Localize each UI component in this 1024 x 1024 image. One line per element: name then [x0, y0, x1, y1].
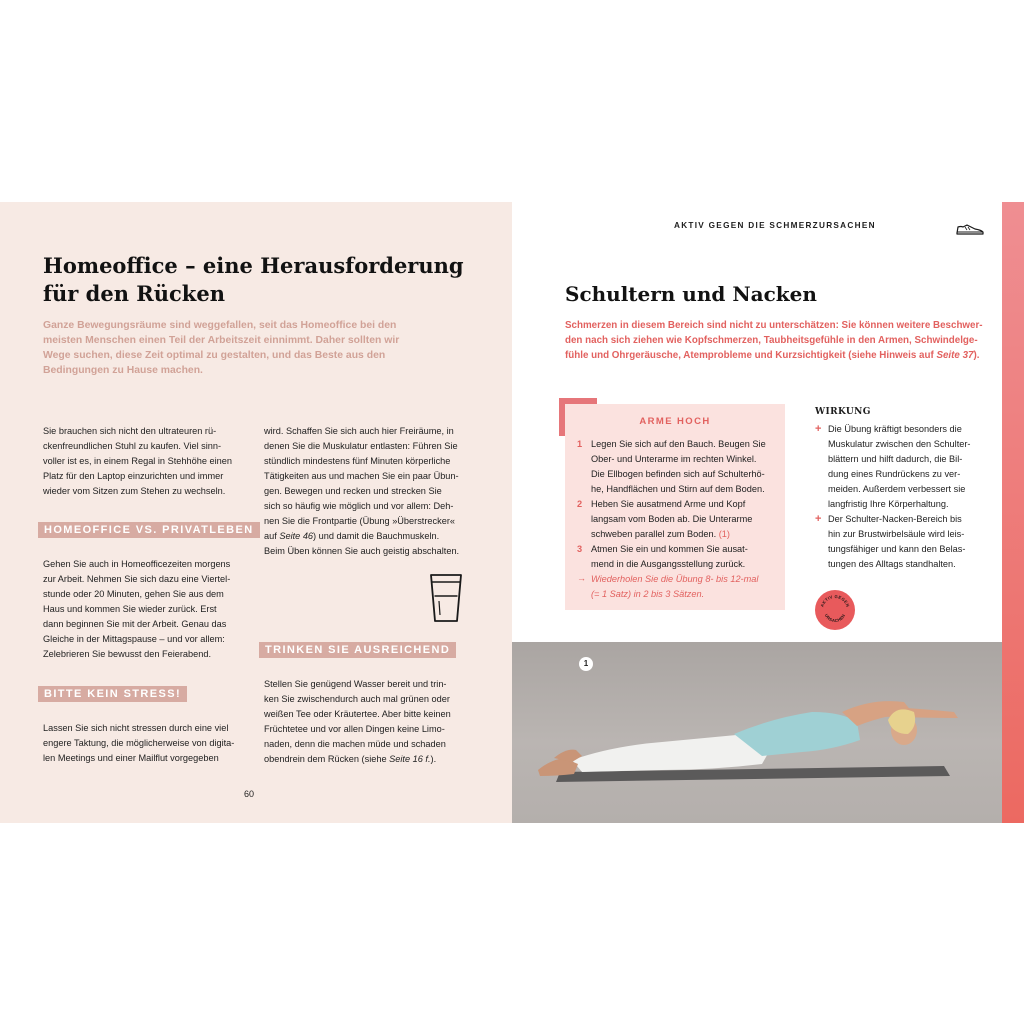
plus-icon: +: [815, 513, 822, 525]
wirkung-heading: WIRKUNG: [815, 407, 871, 417]
step-text: Legen Sie sich auf den Bauch. Beugen Sie Ober- und Unterarme im rechten Winkel. Die Ellbogen befinden sich auf Schulterhö- he, Handflächen und Stirn auf dem Boden.: [591, 439, 766, 494]
sneaker-icon: [955, 221, 985, 237]
exercise-title: ARME HOCH: [639, 416, 711, 427]
running-header: AKTIV GEGEN DIE SCHMERZURSACHEN: [674, 221, 876, 230]
wirkung-item: Die Übung kräftigt besonders die Muskulatur zwischen den Schulter- blättern und hilft dadurch, die Bil- dung eines Rundrückens zu ver- meiden. Außerdem verbessert sie langfristig Ihre Körperhaltung.: [828, 424, 971, 509]
intro-line: Wege suchen, diese Zeit optimal zu gestalten, und das Beste aus den: [43, 350, 386, 361]
step-number: 2: [577, 499, 583, 509]
col2-paragraph-2: Stellen Sie genügend Wasser bereit und trin- ken Sie zwischendurch auch mal grünen oder weißen Tee oder Kräutertee. Aber bitte keinen Früchtetee und vor allen Dingen keine Limo- naden, denn die machen müde und schaden obendrein dem Rücken (siehe Seite 16 f.).: [264, 679, 451, 764]
wirkung-item: Der Schulter-Nacken-Bereich bis hin zur Brustwirbelsäule wird leis- tungsfähiger und kann den Belas- tungen des Alltags standhalten.: [828, 514, 966, 569]
aktiv-gegen-ursachen-badge: [815, 590, 855, 630]
step-number: 3: [577, 544, 583, 554]
badge-text-top: AKTIV GEGEN: [819, 593, 851, 608]
col1-paragraph-3: Lassen Sie sich nicht stressen durch eine viel engere Taktung, die möglicherweise von digita- len Meetings und einer Mailflut vorgegeben: [43, 723, 235, 763]
repeat-instruction: Wiederholen Sie die Übung 8- bis 12-mal (= 1 Satz) in 2 bis 3 Sätzen.: [591, 574, 759, 599]
page-reference[interactable]: Seite 16 f.: [389, 754, 431, 764]
section-label-stress: BITTE KEIN STRESS!: [38, 686, 187, 702]
left-intro: [43, 318, 443, 378]
arrow-right-icon: →: [577, 573, 586, 583]
left-title-line2: für den Rücken: [43, 281, 225, 306]
intro-line: Bedingungen zu Hause machen.: [43, 365, 203, 376]
badge-text-bottom: URSACHEN: [823, 613, 847, 624]
page-reference[interactable]: Seite 37: [936, 350, 974, 361]
right-intro: Schmerzen in diesem Bereich sind nicht zu unterschätzen: Sie können weitere Beschwer- den nach sich ziehen wie Kopfschmerzen, Taubheitsgefühle in den Armen, Schwindelge- fühle und Ohrgeräusche, Atemprobleme und Kurzsichtigkeit (siehe Hinweis auf Seite 37).: [565, 320, 983, 361]
photo-step-marker: 1: [579, 657, 593, 671]
step-text: Heben Sie ausatmend Arme und Kopf langsam vom Boden ab. Die Unterarme schweben parallel zum Boden. (1): [591, 499, 753, 539]
plus-icon: +: [815, 423, 822, 435]
page-reference[interactable]: Seite 46: [279, 531, 314, 541]
left-page-title: [43, 252, 464, 308]
page-number: 60: [244, 789, 255, 799]
water-glass-icon: [428, 572, 464, 624]
section-label-homeoffice: HOMEOFFICE VS. PRIVATLEBEN: [38, 522, 260, 538]
col1-paragraph-2: Gehen Sie auch in Homeofficezeiten morgens zur Arbeit. Nehmen Sie sich dazu eine Viertel- stunde oder 20 Minuten, gehen Sie aus dem Haus und kommen Sie wieder zurück. Erst dann beginnen Sie mit der Arbeit. Genau das Gleiche in der Mittagspause – und vor allem: Zelebrieren Sie bewusst den Feierabend.: [43, 559, 231, 659]
photo-reference: (1): [718, 529, 730, 539]
left-title-line1: Homeoffice – eine Herausforderung: [43, 253, 464, 278]
right-page-title: Schultern und Nacken: [565, 282, 817, 306]
step-number: 1: [577, 439, 583, 449]
chapter-color-strip: [1002, 202, 1024, 823]
col2-paragraph-1: wird. Schaffen Sie sich auch hier Freiräume, in denen Sie die Muskulatur entlasten: Führen Sie stündlich mindestens fünf Minuten körperliche Tätigkeiten aus und machen Sie ein paar Übun- gen. Bewegen und recken und strecken Sie sich so häufig wie möglich und vor allem: Deh- nen Sie die Frontpartie (Übung »Überstrecker« auf Seite 46) und damit die Bauchmuskeln. Beim Üben können Sie auch geistig abschalten.: [264, 426, 460, 556]
section-label-trinken: TRINKEN SIE AUSREICHEND: [259, 642, 456, 658]
intro-line: Ganze Bewegungsräume sind weggefallen, seit das Homeoffice bei den: [43, 320, 397, 331]
col1-paragraph-1: Sie brauchen sich nicht den ultrateuren rü- ckenfreundlichen Stuhl zu kaufen. Viel sinn- voller ist es, in einem Regal in Stehhöhe einen Platz für den Laptop einzurichten und immer wieder vom Sitzen zum Stehen zu wechseln.: [43, 426, 232, 496]
intro-line: meisten Menschen einen Teil der Arbeitszeit einnimmt. Daher sollten wir: [43, 335, 400, 346]
step-text: Atmen Sie ein und kommen Sie ausat- mend in die Ausgangsstellung zurück.: [591, 544, 748, 569]
